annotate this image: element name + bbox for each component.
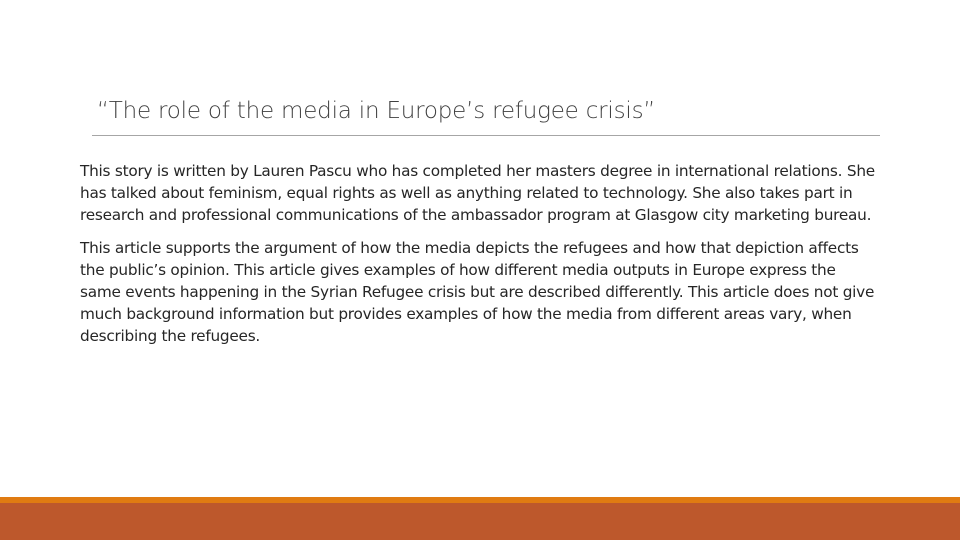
slide-title: “The role of the media in Europe’s refugee crisis” [97,98,656,124]
footer-accent-bar-thick [0,503,960,540]
body-paragraph-argument: This article supports the argument of how the media depicts the refugees and how that depiction affects the public’s opinion. This article gives examples of how different media outputs in Europe express the same events happening in the Syrian Refugee crisis but are described differently. This article does not give much background information but provides examples of how the media from different areas vary, when describing the refugees. [80,239,875,345]
slide-body [80,160,880,358]
body-paragraph-author: This story is written by Lauren Pascu who has completed her masters degree in international relations. She has talked about feminism, equal rights as well as anything related to technology. She also takes part in research and professional communications of the ambassador program at Glasgow city marketing bureau. [80,162,875,224]
title-divider [92,135,880,136]
